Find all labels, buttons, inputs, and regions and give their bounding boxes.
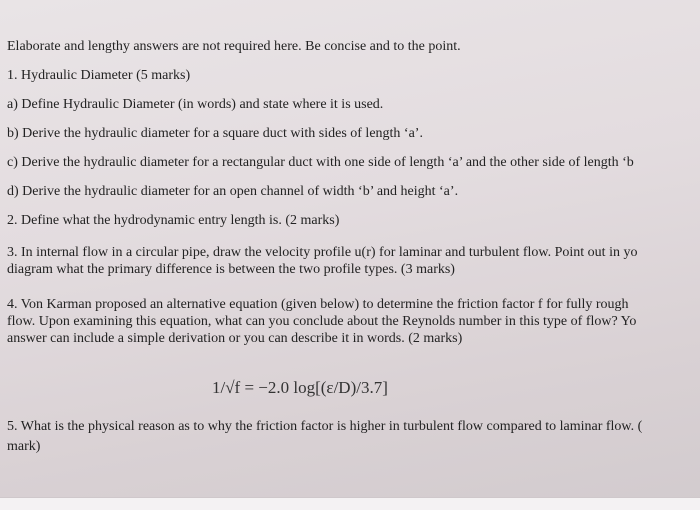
question-1d: d) Derive the hydraulic diameter for an open channel of width ‘b’ and height ‘a’. (7, 184, 459, 199)
question-1a: a) Define Hydraulic Diameter (in words) and state where it is used. (7, 97, 384, 112)
question-5-line1: 5. What is the physical reason as to why the friction factor is higher in turbulent flow compared to laminar flow. ( (7, 419, 643, 434)
question-1c: c) Derive the hydraulic diameter for a rectangular duct with one side of length ‘a’ and the other side of length ‘b (7, 155, 634, 170)
question-1-heading: 1. Hydraulic Diameter (5 marks) (7, 68, 191, 83)
question-3-line1: 3. In internal flow in a circular pipe, draw the velocity profile u(r) for laminar and turbulent flow. Point out in yo (7, 245, 638, 260)
question-4-line2: flow. Upon examining this equation, what can you conclude about the Reynolds number in this type of flow? Yo (7, 314, 637, 329)
question-2: 2. Define what the hydrodynamic entry length is. (2 marks) (7, 213, 340, 228)
von-karman-equation: 1/√f = −2.0 log[(ε/D)/3.7] (212, 378, 388, 397)
bottom-edge (0, 497, 700, 510)
question-4-line1: 4. Von Karman proposed an alternative equation (given below) to determine the friction factor f for fully rough (7, 297, 629, 312)
instructions: Elaborate and lengthy answers are not required here. Be concise and to the point. (7, 39, 461, 54)
question-5-line2: mark) (7, 439, 41, 454)
question-4-line3: answer can include a simple derivation or you can describe it in words. (2 marks) (7, 331, 463, 346)
question-1b: b) Derive the hydraulic diameter for a square duct with sides of length ‘a’. (7, 126, 423, 141)
question-3-line2: diagram what the primary difference is between the two profile types. (3 marks) (7, 262, 455, 277)
